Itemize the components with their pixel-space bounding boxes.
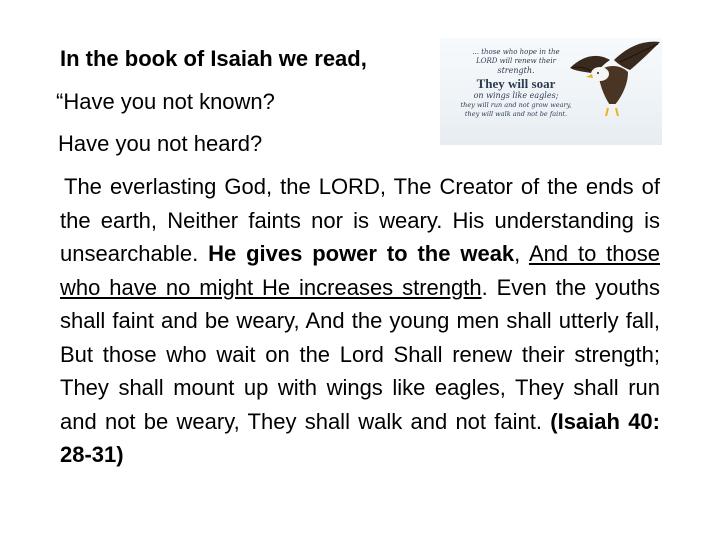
- quote-line-1: “Have you not known?: [56, 89, 275, 114]
- underlined-text: And to those who have no might He increases strength: [60, 241, 660, 300]
- paragraph-text: . Even the youths shall faint and be weary, And the young men shall utterly fall, But those who wait on the Lord Shall renew their strength; They shall mount up with wings like eagles, They shall run and not be weary, They shall walk and not faint.: [60, 274, 660, 434]
- poem-line: on wings like eagles;: [473, 91, 559, 100]
- poem-line: LORD will renew their: [476, 57, 556, 65]
- eagle-image: [440, 38, 662, 145]
- paragraph-text: ,: [514, 241, 529, 266]
- citation: (Isaiah 40: 28-31): [60, 408, 660, 467]
- poem-line: strength.: [497, 66, 535, 75]
- poem-line: ... those who hope in the: [472, 48, 560, 56]
- heading: In the book of Isaiah we read,: [60, 46, 367, 71]
- poem-line: they will run and not grow weary,: [460, 101, 572, 109]
- poem-line: they will walk and not be faint.: [464, 110, 568, 118]
- eagle-icon: [562, 38, 662, 145]
- quote-line-2: Have you not heard?: [58, 131, 263, 156]
- emphasis-text: He gives power to the weak: [208, 241, 515, 266]
- paragraph-text: The everlasting God, the LORD, The Creator of the ends of the earth, Neither faints nor is weary. His understanding is unsearchable.: [60, 174, 660, 266]
- scripture-paragraph: [60, 170, 660, 472]
- poem-line: They will soar: [476, 76, 556, 91]
